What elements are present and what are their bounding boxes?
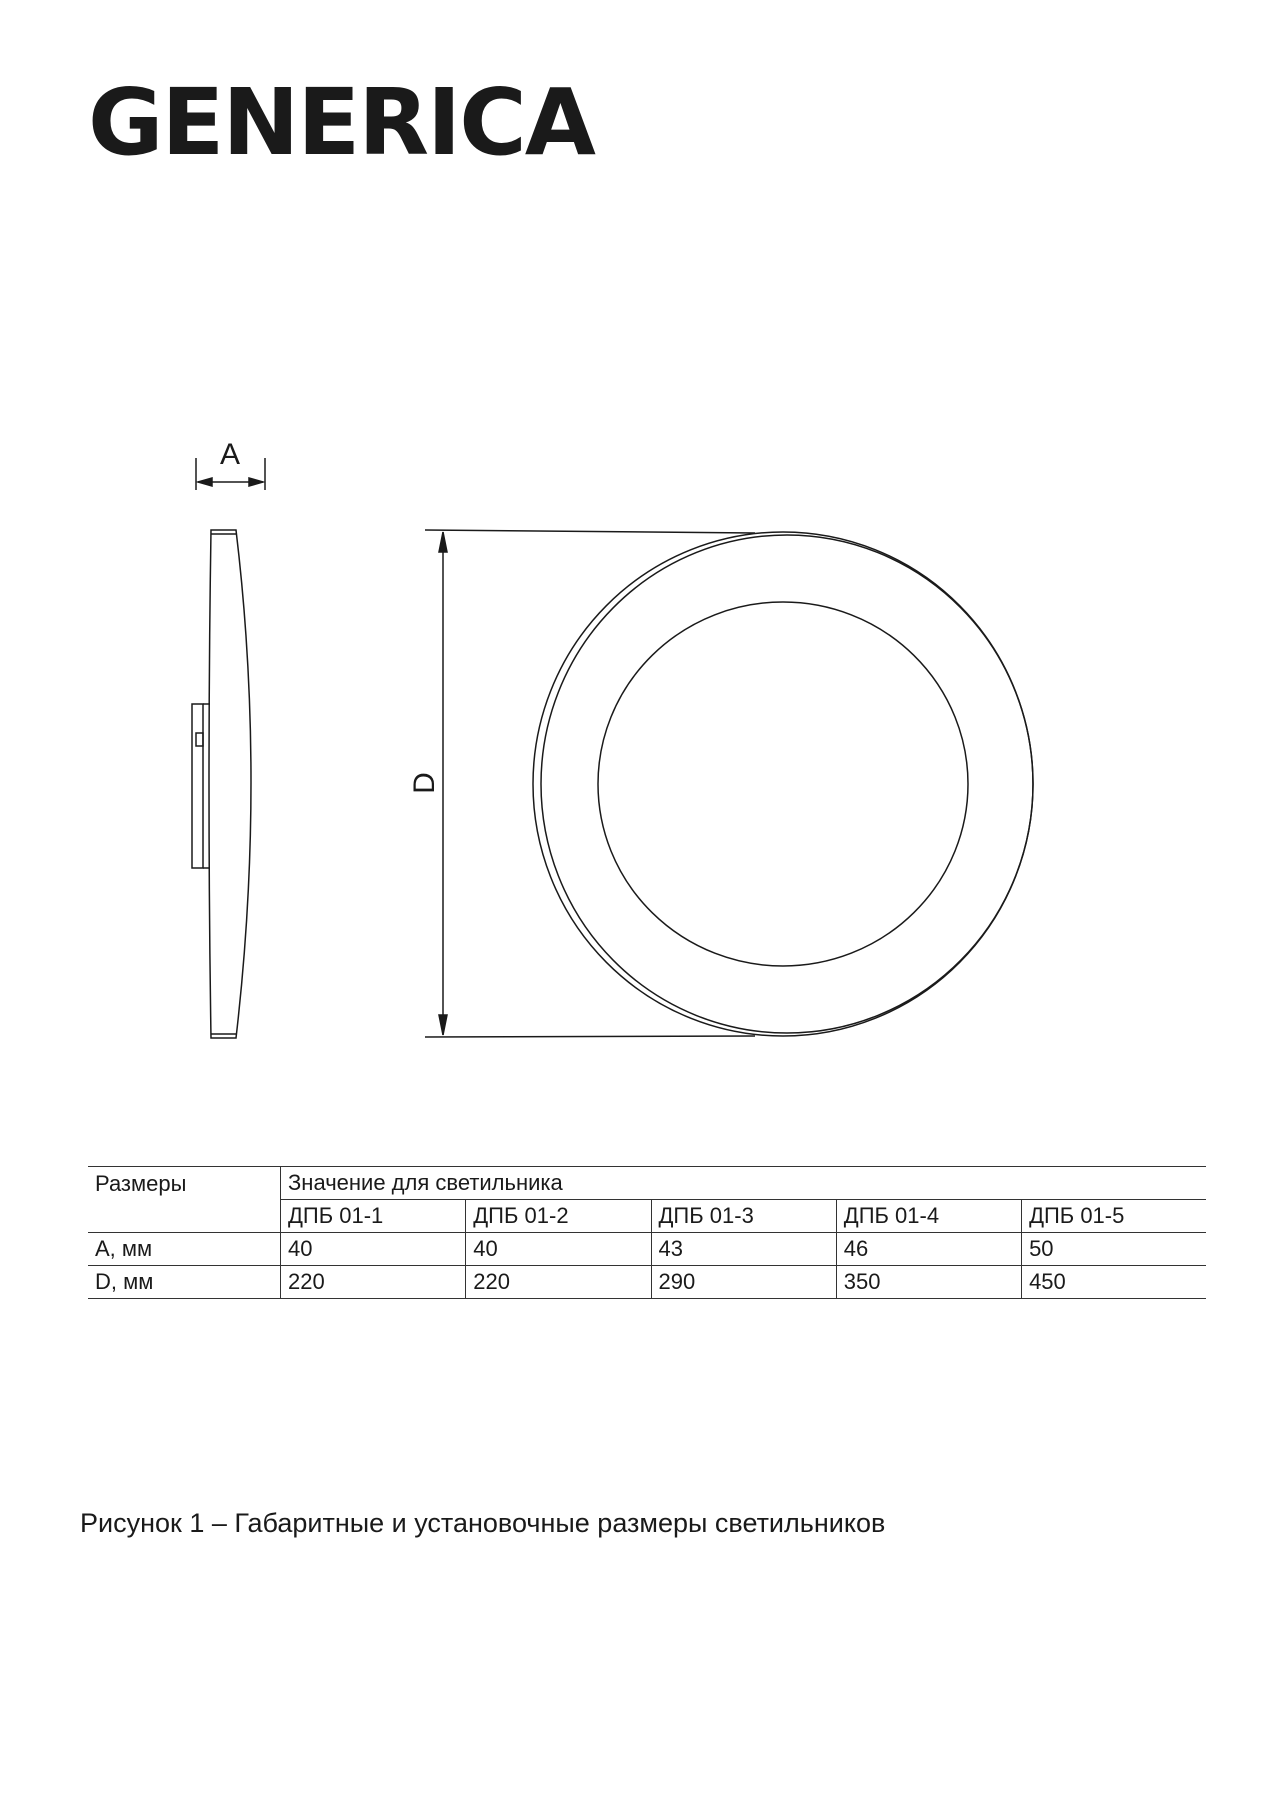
dimensions-table bbox=[88, 1166, 1206, 1299]
value-cell: 350 bbox=[836, 1266, 1021, 1299]
value-cell: 290 bbox=[651, 1266, 836, 1299]
row-label: A, мм bbox=[88, 1233, 281, 1266]
model-cell: ДПБ 01-2 bbox=[466, 1200, 651, 1233]
table-header-row bbox=[88, 1167, 1206, 1200]
model-cell: ДПБ 01-3 bbox=[651, 1200, 836, 1233]
dimension-a-label: A bbox=[220, 438, 241, 471]
model-cell: ДПБ 01-5 bbox=[1022, 1200, 1206, 1233]
table-row bbox=[88, 1233, 1206, 1266]
model-cell: ДПБ 01-4 bbox=[836, 1200, 1021, 1233]
header-group: Значение для светильника bbox=[281, 1167, 1207, 1200]
value-cell: 40 bbox=[466, 1233, 651, 1266]
figure-caption: Рисунок 1 – Габаритные и установочные размеры светильников bbox=[80, 1508, 886, 1538]
value-cell: 43 bbox=[651, 1233, 836, 1266]
side-view bbox=[192, 458, 265, 1038]
value-cell: 50 bbox=[1022, 1233, 1206, 1266]
table-row bbox=[88, 1266, 1206, 1299]
value-cell: 450 bbox=[1022, 1266, 1206, 1299]
front-view bbox=[425, 530, 1033, 1037]
header-sizes: Размеры bbox=[88, 1167, 281, 1233]
model-cell: ДПБ 01-1 bbox=[281, 1200, 466, 1233]
value-cell: 46 bbox=[836, 1233, 1021, 1266]
dimension-d-label: D bbox=[407, 772, 441, 794]
svg-text:GENERICA: GENERICA bbox=[88, 72, 594, 172]
value-cell: 40 bbox=[281, 1233, 466, 1266]
value-cell: 220 bbox=[281, 1266, 466, 1299]
row-label: D, мм bbox=[88, 1266, 281, 1299]
value-cell: 220 bbox=[466, 1266, 651, 1299]
